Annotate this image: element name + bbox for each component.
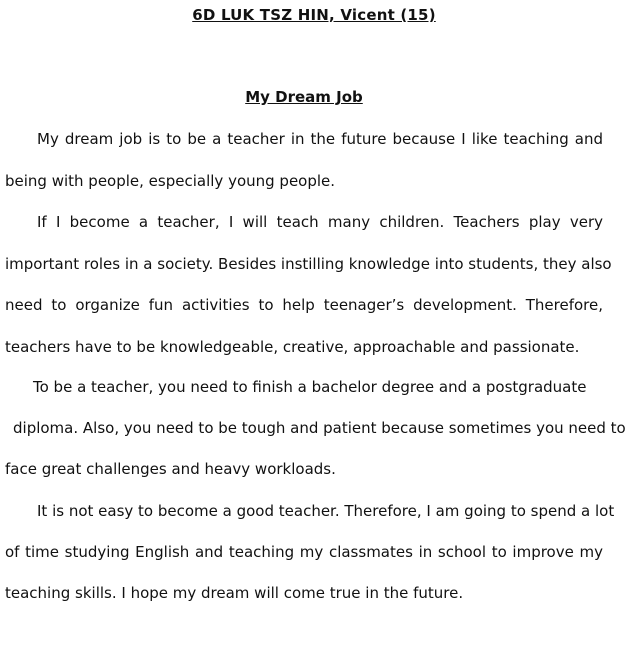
- essay-line: need to organize fun activities to help teenager’s development. Therefore,: [5, 296, 603, 314]
- essay-line: If I become a teacher, I will teach many children. Teachers play very: [37, 213, 603, 231]
- essay-line: teaching skills. I hope my dream will come true in the future.: [5, 584, 464, 602]
- essay-line: My dream job is to be a teacher in the future because I like teaching and: [37, 130, 603, 148]
- essay-line: face great challenges and heavy workloads.: [5, 460, 336, 478]
- student-name-heading: 6D LUK TSZ HIN, Vicent (15): [192, 6, 436, 24]
- essay-line: teachers have to be knowledgeable, creative, approachable and passionate.: [5, 338, 580, 356]
- essay-line: It is not easy to become a good teacher. Therefore, I am going to spend a lot: [37, 502, 615, 520]
- essay-title: My Dream Job: [245, 88, 363, 106]
- essay-line: To be a teacher, you need to finish a bachelor degree and a postgraduate: [33, 378, 587, 396]
- essay-line: of time studying English and teaching my classmates in school to improve my: [5, 543, 603, 561]
- essay-line: diploma. Also, you need to be tough and patient because sometimes you need to: [13, 419, 626, 437]
- essay-line: being with people, especially young people.: [5, 172, 336, 190]
- essay-line: important roles in a society. Besides instilling knowledge into students, they also: [5, 255, 612, 273]
